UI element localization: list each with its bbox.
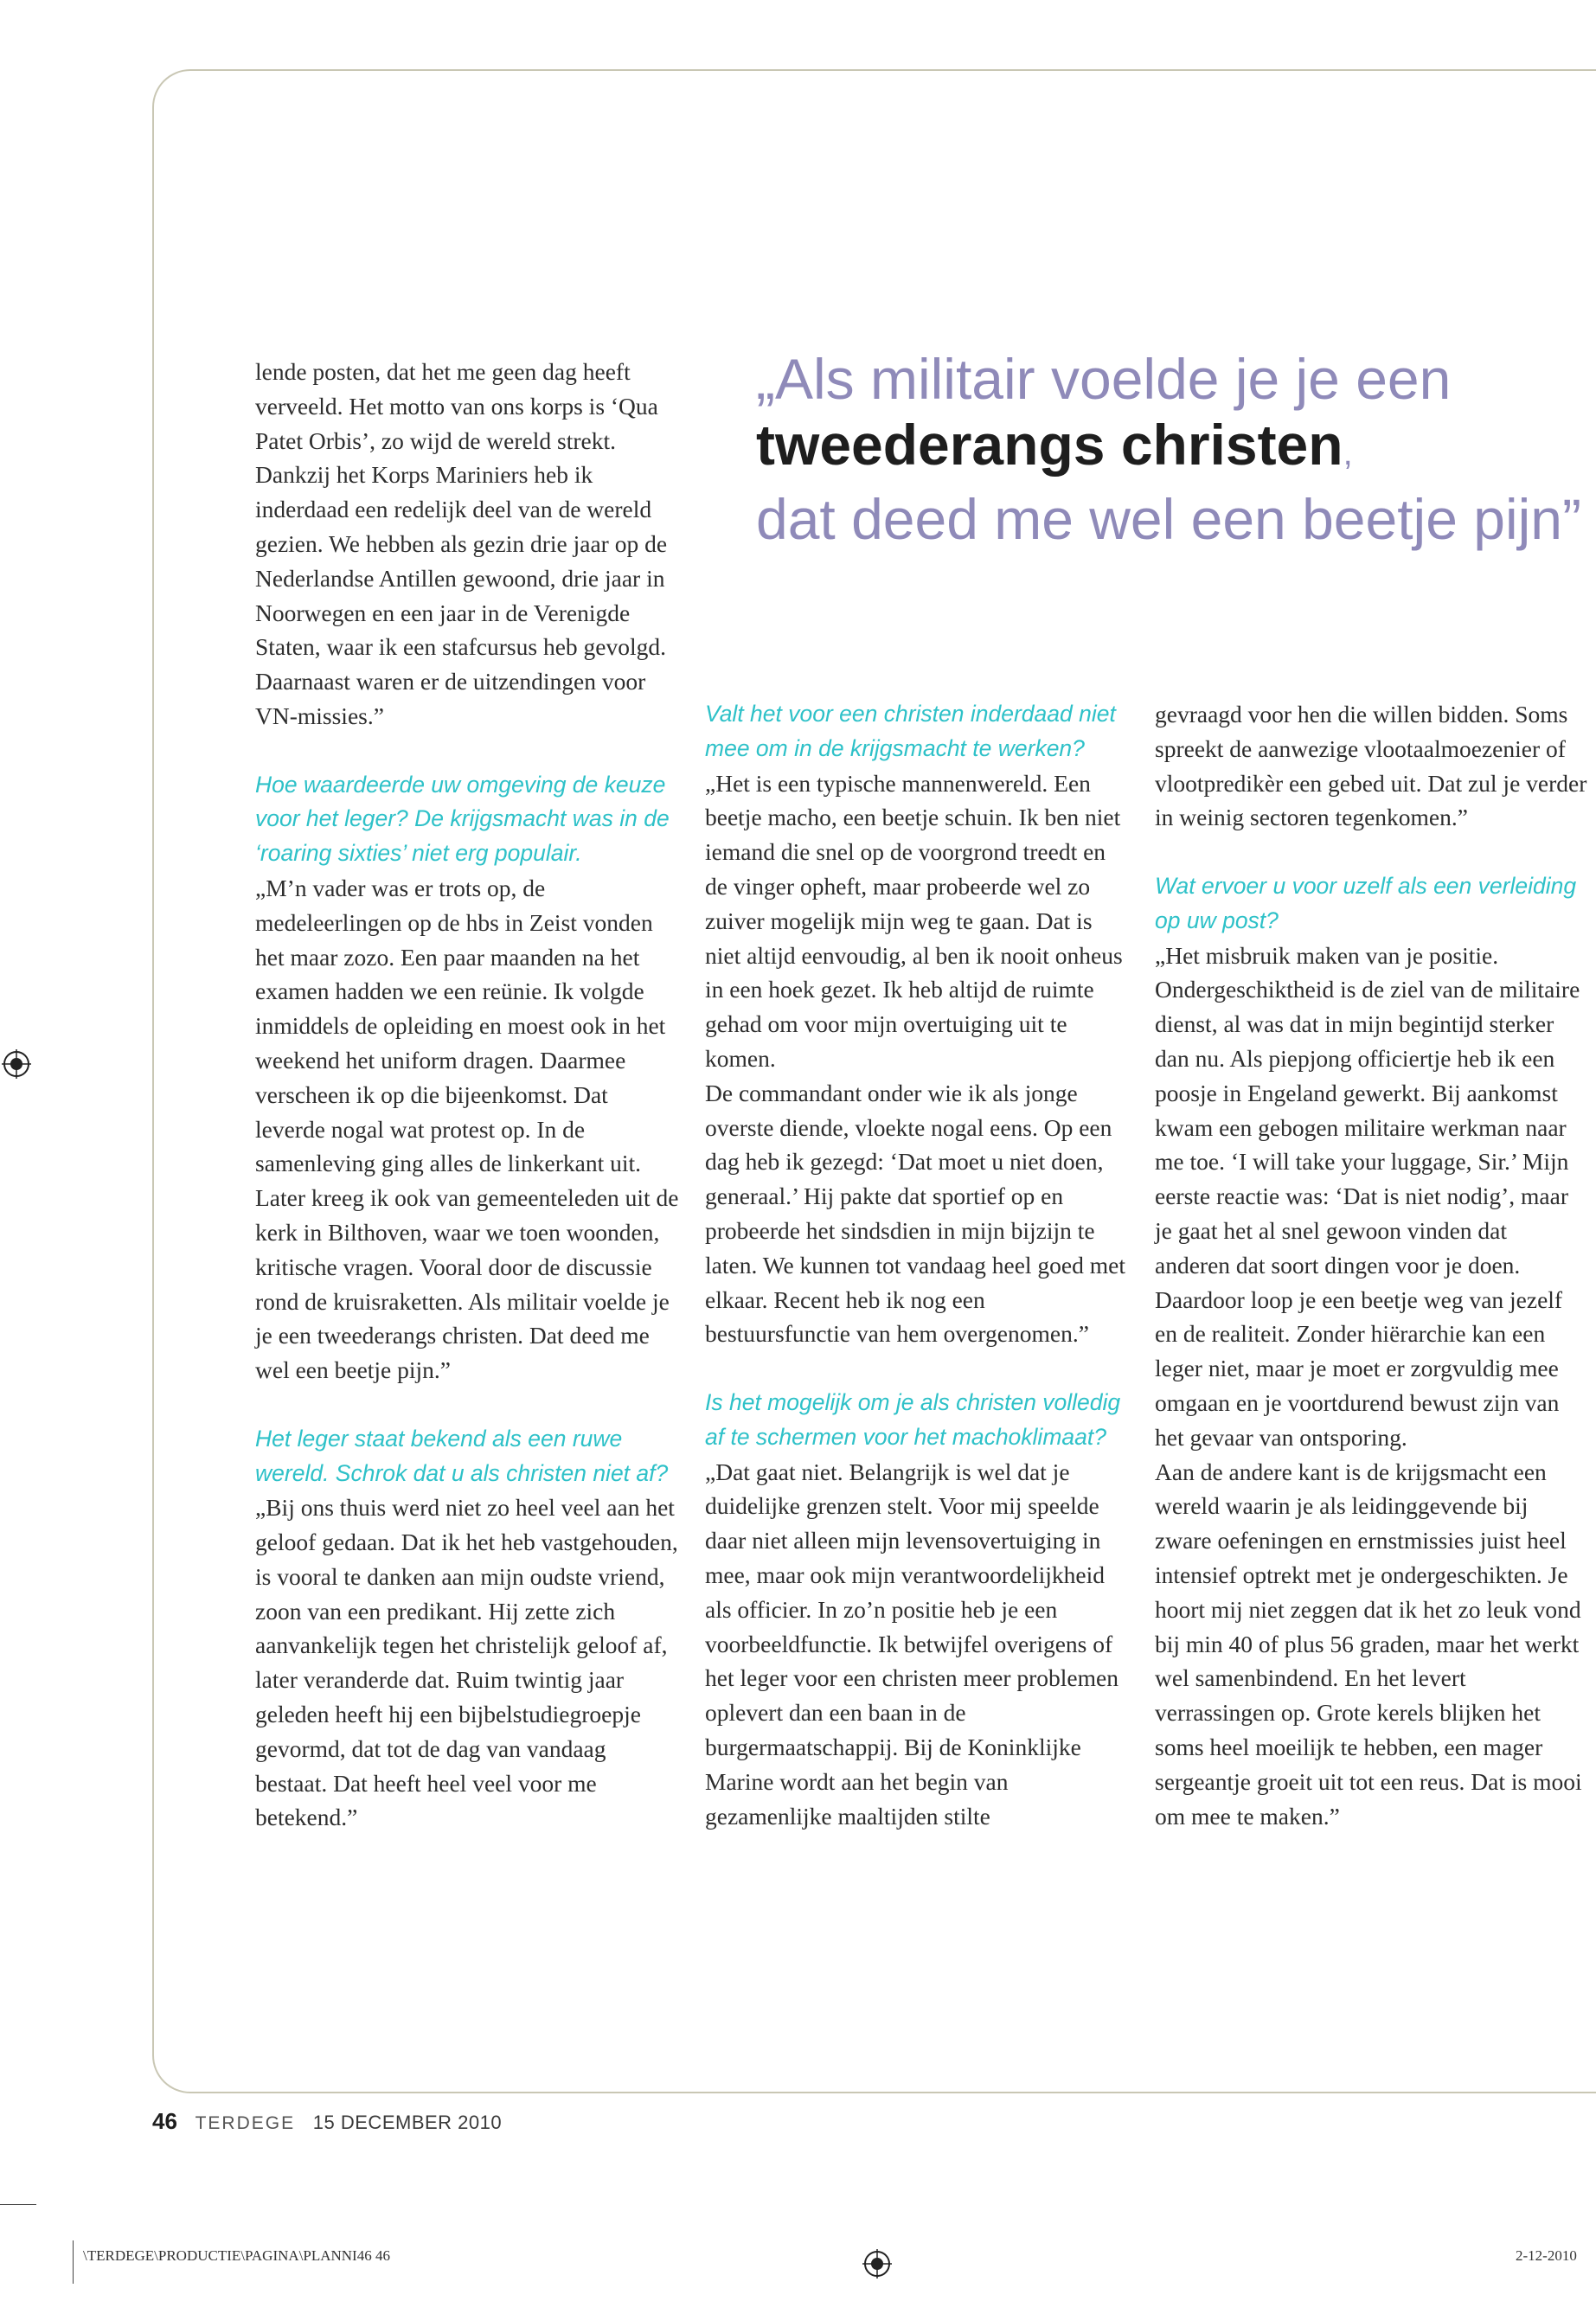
interview-question: Hoe waardeerde uw omgeving de keuze voor het leger? De krijgsmacht was in de ‘roaring sixties’ niet erg populair. [255, 771, 670, 867]
registration-mark-icon [862, 2249, 892, 2279]
column-3 [1155, 697, 1587, 1833]
pull-quote-line-1: „Als militair voelde je je een [756, 347, 1452, 411]
column-2 [705, 697, 1129, 1833]
body-paragraph: Aan de andere kant is de krijgsmacht een wereld waarin je als leidinggevende bij zware oefeningen en ernstmissies juist heel intensief optrekt met je ondergeschikten. Je hoort mij niet zeggen dat ik het zo leuk vond bij min 40 of plus 56 graden, maar het werkt wel samenbindend. En het levert verrassingen op. Grote kerels blijken het soms heel moeilijk te hebben, een mager sergeantje groeit uit tot een reus. Dat is mooi om mee te maken.” [1155, 1458, 1582, 1830]
interview-question: Het leger staat bekend als een ruwe wereld. Schrok dat u als christen niet af? [255, 1425, 669, 1486]
interview-question: Valt het voor een christen inderdaad niet mee om in de krijgsmacht te werken? [705, 701, 1116, 761]
interview-question: Is het mogelijk om je als christen volledig af te schermen voor het machoklimaat? [705, 1388, 1121, 1450]
pull-quote-line-2 [756, 412, 1586, 486]
pull-quote-line-3: dat deed me wel een beetje pijn” [756, 487, 1581, 551]
crop-mark-horizontal [0, 2204, 36, 2205]
body-paragraph: „Dat gaat niet. Belangrijk is wel dat je duidelijke grenzen stelt. Voor mij speelde daar niet alleen mijn levensovertuiging in mee, maar ook mijn verantwoordelijkheid als officier. In zo’n positie heb je een voorbeeldfunctie. Ik betwijfel overigens of het leger voor een christen meer problemen oplevert dan een baan in de burgermaatschappij. Bij de Koninklijke Marine wordt aan het begin van gezamenlijke maaltijden stilte [705, 1458, 1118, 1830]
body-paragraph: lende posten, dat het me geen dag heeft verveeld. Het motto van ons korps is ‘Qua Patet Orbis’, zo wijd de wereld strekt. Dankzij het Korps Mariniers heb ik inderdaad een redelijk deel van de wereld gezien. We hebben als gezin drie jaar op de Nederlandse Antillen gewoond, drie jaar in Noorwegen en een jaar in de Verenigde Staten, waar ik een stafcursus heb gevolgd. Daarnaast waren er de uitzendingen voor VN-missies.” [255, 358, 668, 729]
issue-date: 15 DECEMBER 2010 [312, 2112, 503, 2133]
print-slug-date: 2-12-2010 [1516, 2247, 1577, 2264]
column-1 [255, 355, 679, 1835]
crop-mark-vertical [73, 2240, 74, 2284]
body-paragraph: gevraagd voor hen die willen bidden. Soms spreekt de aanwezige vlootaalmoezenier of vlootpredikèr een gebed uit. Dat zul je verder in weinig sectoren tegenkomen.” [1155, 701, 1587, 831]
body-paragraph: „Het misbruik maken van je positie. Ondergeschiktheid is de ziel van de militaire dienst, al was dat in mijn begintijd sterker dan nu. Als piepjong officiertje heb ik een poosje in Engeland gewerkt. Bij aankomst kwam een gebogen militaire werkman naar me toe. ‘I will take your luggage, Sir.’ Mijn eerste reactie was: ‘Dat is niet nodig’, maar je gaat het al snel gewoon vinden dat anderen dat soort dingen voor je doen. Daardoor loop je een beetje weg van jezelf en de realiteit. Zonder hiërarchie kan een leger niet, maar je moet er zorgvuldig mee omgaan en je voortdurend bewust zijn van het gevaar van ontsporing. [1155, 941, 1580, 1451]
body-paragraph: De commandant onder wie ik als jonge overste diende, vloekte nogal eens. Op een dag heb ik gezegd: ‘Dat moet u niet doen, generaal.’ Hij pakte dat sportief op en probeerde het sindsdien in mijn bijzijn te laten. We kunnen tot vandaag heel goed met elkaar. Recent heb ik nog een bestuursfunctie van hem overgenomen.” [705, 1079, 1126, 1348]
pull-quote [756, 346, 1586, 552]
body-paragraph: „Het is een typische mannenwereld. Een beetje macho, een beetje schuin. Ik ben niet iemand die snel op de voorgrond treedt en de vinger opheft, maar probeerde wel zo zuiver mogelijk mijn weg te gaan. Dat is niet altijd eenvoudig, al ben ik nooit onheus in een hoek gezet. Ik heb altijd de ruimte gehad om voor mijn overtuiging uit te komen. [705, 769, 1123, 1072]
body-paragraph: „M’n vader was er trots op, de medeleerlingen op de hbs in Zeist vonden het maar zozo. Een paar maanden na het examen hadden we een reünie. Ik volgde inmiddels de opleiding en moest ook in het weekend het uniform dragen. Daarmee verscheen ik op die bijeenkomst. Dat leverde nogal wat protest op. In de samenleving ging alles de linkerkant uit. Later kreeg ik ook van gemeenteleden uit de kerk in Bilthoven, waar we toen woonden, kritische vragen. Vooral door de discussie rond de kruisraketten. Als militair voelde je je een tweederangs christen. Dat deed me wel een beetje pijn.” [255, 874, 679, 1384]
magazine-name: TERDEGE [195, 2113, 296, 2133]
body-paragraph: „Bij ons thuis werd niet zo heel veel aan het geloof gedaan. Dat ik het heb vastgehouden, is vooral te danken aan mijn oudste vriend, zoon van een predikant. Hij zette zich aanvankelijk tegen het christelijk geloof af, later veranderde dat. Ruim twintig jaar geleden heeft hij een bijbelstudiegroepje gevormd, dat tot de dag van vandaag bestaat. Dat heeft heel veel voor me betekend.” [255, 1494, 678, 1831]
registration-mark-icon [2, 1049, 31, 1079]
print-slug-path: \TERDEGE\PRODUCTIE\PAGINA\PLANNI46 46 [83, 2247, 390, 2264]
pull-quote-comma: , [1343, 434, 1353, 472]
page-footer [152, 2108, 502, 2135]
page-number: 46 [152, 2108, 177, 2134]
pull-quote-emphasis: tweederangs christen [756, 413, 1343, 477]
interview-question: Wat ervoer u voor uzelf als een verleiding op uw post? [1155, 872, 1577, 933]
